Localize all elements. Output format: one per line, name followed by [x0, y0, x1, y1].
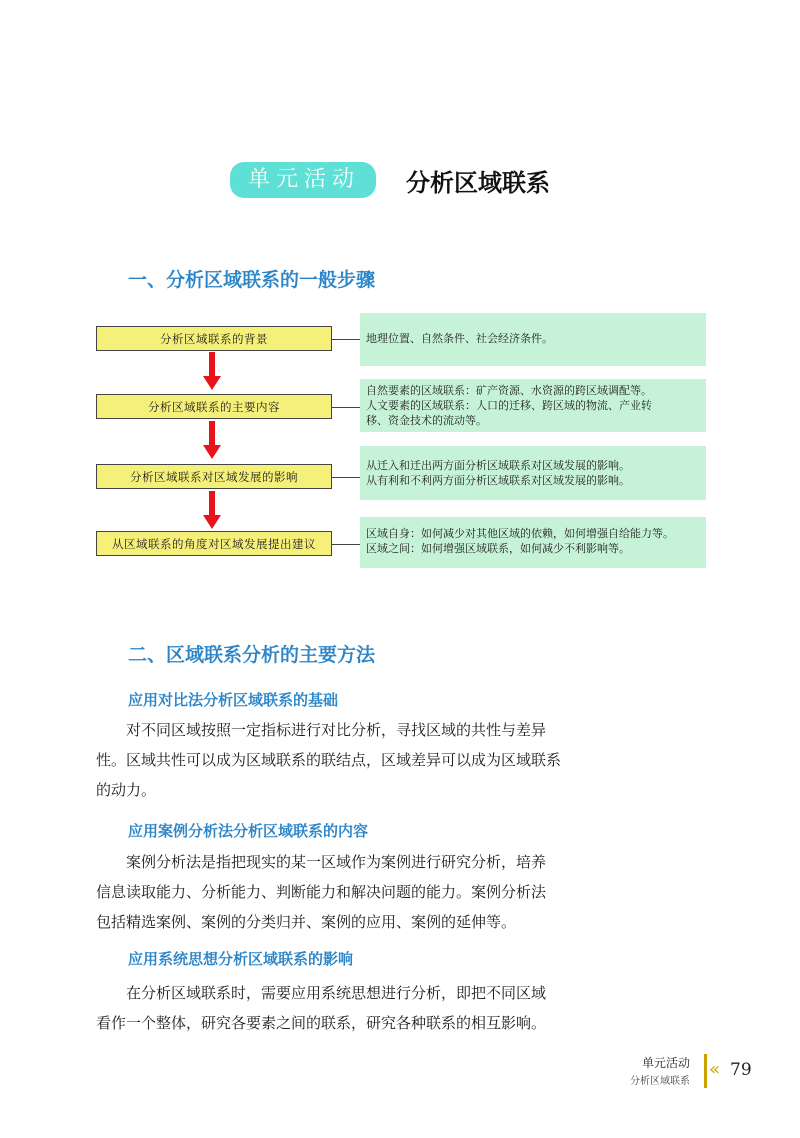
page-footer [620, 1054, 770, 1090]
section1-heading: 一、分析区域联系的一般步骤 [128, 269, 376, 291]
flow-note-background: 地理位置、自然条件、社会经济条件。 [360, 313, 706, 366]
connector-line [332, 407, 360, 408]
down-arrow-icon [203, 421, 221, 461]
unit-badge: 单元活动 [230, 162, 376, 198]
flow-note-suggestion: 区域自身：如何减少对其他区域的依赖，如何增强自给能力等。 区域之间：如何增强区域联系，如何减少不利影响等。 [360, 517, 706, 568]
footer-unit-subtitle: 分析区域联系 [630, 1076, 690, 1087]
section2-heading: 二、区域联系分析的主要方法 [128, 644, 376, 666]
flow-step-suggestion: 从区域联系的角度对区域发展提出建议 [96, 531, 332, 556]
subsection-heading-case: 应用案例分析法分析区域联系的内容 [128, 822, 369, 840]
down-arrow-icon [203, 491, 221, 531]
connector-line [332, 339, 360, 340]
double-chevron-left-icon: « [709, 1059, 721, 1080]
paragraph-comparison: 对不同区域按照一定指标进行对比分析，寻找区域的共性与差异 性。区域共性可以成为区域联系的联结点，区域差异可以成为区域联系 的动力。 [96, 721, 562, 799]
connector-line [332, 477, 360, 478]
flow-step-content: 分析区域联系的主要内容 [96, 394, 332, 419]
flow-step-background: 分析区域联系的背景 [96, 326, 332, 351]
paragraph-system: 在分析区域联系时，需要应用系统思想进行分析，即把不同区域 看作一个整体，研究各要素之间的联系，研究各种联系的相互影响。 [96, 984, 547, 1032]
footer-unit-title: 单元活动 [641, 1056, 690, 1070]
page-title: 分析区域联系 [406, 167, 551, 197]
unit-title [230, 162, 550, 198]
page-number: 79 [730, 1060, 752, 1080]
flow-note-impact: 从迁入和迁出两方面分析区域联系对区域发展的影响。 从有利和不利两方面分析区域联系对区域发展的影响。 [360, 446, 706, 500]
subsection-heading-system: 应用系统思想分析区域联系的影响 [128, 950, 354, 968]
connector-line [332, 544, 360, 545]
flow-note-content: 自然要素的区域联系：矿产资源、水资源的跨区域调配等。 人文要素的区域联系：人口的迁移、跨区域的物流、产业转 移、资金技术的流动等。 [360, 379, 706, 432]
footer-divider [704, 1054, 707, 1088]
paragraph-case: 案例分析法是指把现实的某一区域作为案例进行研究分析，培养 信息读取能力、分析能力、判断能力和解决问题的能力。案例分析法 包括精选案例、案例的分类归并、案例的应用、案例的延伸等。 [96, 853, 547, 931]
flow-step-impact: 分析区域联系对区域发展的影响 [96, 464, 332, 489]
down-arrow-icon [203, 352, 221, 392]
subsection-heading-comparison: 应用对比法分析区域联系的基础 [128, 691, 339, 709]
